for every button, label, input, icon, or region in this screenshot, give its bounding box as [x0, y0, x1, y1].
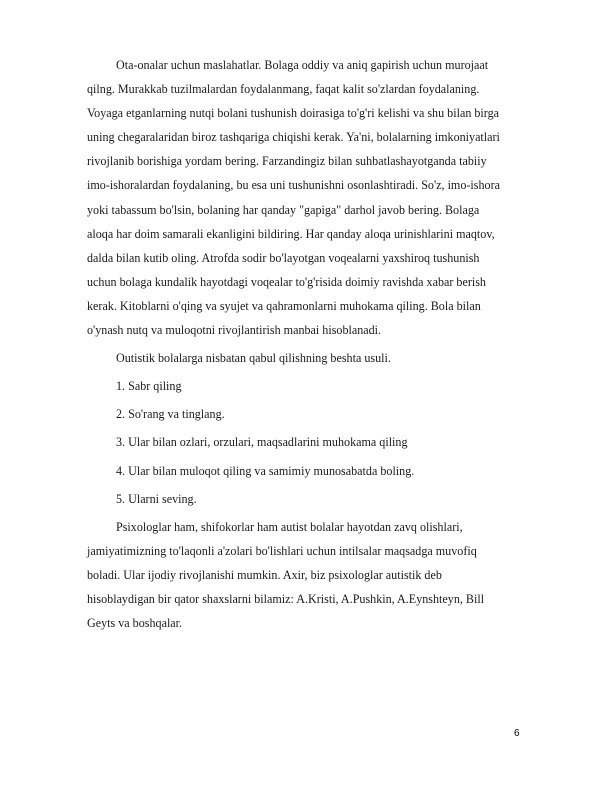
- text-line: uchun bolaga kundalik hayotdagi voqealar to'g'risida doimiy ravishda xabar berish: [87, 274, 486, 289]
- paragraph-parents-advice: [87, 53, 567, 342]
- list-item: 2. So'rang va tinglang.: [116, 407, 225, 422]
- text-line: imo-ishoralardan foydalaning, bu esa uni tushunishni osonlashtiradi. So'z, imo-ishora: [87, 178, 500, 193]
- text-line: aloqa har doim samarali ekanligini bildiring. Har qanday aloqa urinishlarini maqtov,: [87, 226, 495, 241]
- list-item: 1. Sabr qiling: [116, 379, 182, 394]
- text-line: rivojlanib borishiga yordam bering. Farzandingiz bilan suhbatlashayotganda tabiiy: [87, 154, 487, 169]
- paragraph-psychologists: [87, 515, 567, 635]
- text-line: Ota-onalar uchun maslahatlar. Bolaga oddiy va aniq gapirish uchun murojaat: [116, 58, 489, 72]
- list-item: 4. Ular bilan muloqot qiling va samimiy munosabatda boling.: [116, 463, 415, 478]
- text-line: qilng. Murakkab tuzilmalardan foydalanmang, faqat kalit so'zlardan foydalaning.: [87, 82, 480, 97]
- text-line: hisoblaydigan bir qator shaxslarni bilamiz: A.Kristi, A.Pushkin, A.Eynshteyn, Bill: [87, 591, 485, 606]
- text-line: jamiyatimizning to'laqonli a'zolari bo'lishlari uchun intilsalar maqsadga muvofiq: [87, 543, 477, 558]
- text-line: Geyts va boshqalar.: [87, 616, 183, 631]
- list-heading: Outistik bolalarga nisbatan qabul qilishning beshta usuli.: [116, 351, 391, 366]
- text-line: kerak. Kitoblarni o'qing va syujet va qahramonlarni muhokama qiling. Bola bilan: [87, 298, 481, 313]
- page-number: 6: [514, 728, 520, 739]
- text-line: o'ynash nutq va muloqotni rivojlantirish manbai hisoblanadi.: [87, 323, 382, 338]
- numbered-list: [87, 374, 567, 510]
- text-line: Voyaga etganlarning nutqi bolani tushunish doirasiga to'g'ri kelishi va shu bilan birga: [87, 106, 500, 121]
- list-item: 3. Ular bilan ozlari, orzulari, maqsadlarini muhokama qiling: [116, 435, 408, 450]
- body-text: [87, 53, 567, 635]
- text-line: Psixologlar ham, shifokorlar ham autist bolalar hayotdan zavq olishlari,: [116, 519, 463, 534]
- text-line: yoki tabassum bo'lsin, bolaning har qanday "gapiga" darhol javob bering. Bolaga: [87, 202, 480, 217]
- text-line: uning chegaralaridan biroz tashqariga chiqishi kerak. Ya'ni, bolalarning imkoniyatlari: [87, 130, 500, 145]
- list-item: 5. Ularni seving.: [116, 491, 197, 506]
- text-line: boladi. Ular ijodiy rivojlanishi mumkin. Axir, biz psixologlar autistik deb: [87, 567, 442, 582]
- text-line: dalda bilan kutib oling. Atrofda sodir bo'layotgan voqealarni yaxshiroq tushunish: [87, 250, 480, 265]
